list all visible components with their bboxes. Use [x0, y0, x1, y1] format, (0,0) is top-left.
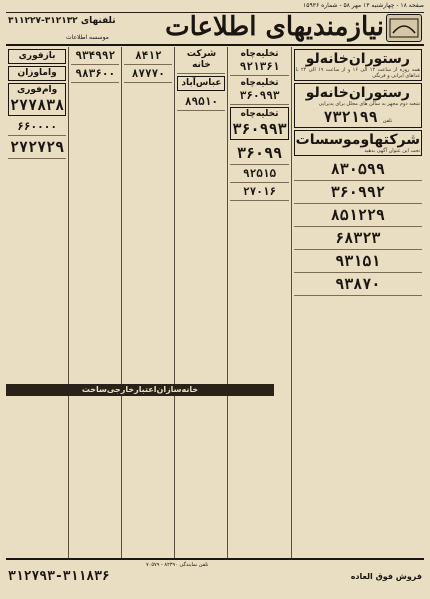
ad-text: همه روزه از ساعت ۱۲ الی ۱۶ و از ساعت ۱۹ الی ۲۴ با غذاهای ایرانی و فرنگی [295, 67, 420, 79]
column-3 [174, 47, 227, 559]
ad-listing [294, 273, 422, 296]
ad-title: تخلیه‌چاه [240, 78, 279, 88]
ad-listing [230, 76, 288, 105]
ad-title: تخلیه‌چاه [240, 49, 279, 59]
ad-listing [294, 250, 422, 273]
ad-phone: ۸۵۱۲۲۹ [330, 206, 385, 224]
ad-listing [294, 158, 422, 181]
ad-phone: ۶۶۰۰۰۰ [17, 120, 57, 133]
ad-phone: ۹۳۱۵۱ [335, 252, 381, 270]
ad-listing [230, 183, 288, 201]
ad-phone: ۳۶۰۹۹۲ [330, 183, 385, 201]
header-subtitle: موسسه اطلاعات [66, 34, 109, 41]
ad-title: رستوران‌خانه‌لو [305, 51, 410, 67]
ad-phone: ۸۹۵۱۰ [184, 95, 218, 108]
ad-listing [230, 142, 288, 165]
ad-title: تخلیه‌چاه [240, 109, 279, 119]
section-banner: خانه‌سازان‌اعتبار‌خارجی‌ساخت [6, 384, 274, 396]
ad-title: شرکتهاوموسسات [295, 132, 420, 148]
ad-listing [177, 76, 225, 91]
ad-phone: ۷۳۲۱۹۹ [323, 108, 378, 126]
ad-listing [294, 227, 422, 250]
section-title: نیازمندیهای اطلاعات [165, 12, 384, 42]
ad-phone: ۳۶۰۹۹۳ [239, 89, 280, 102]
ad-listing [230, 47, 288, 76]
ad-listing [177, 93, 225, 111]
ad-listing [8, 66, 66, 81]
ad-listing [8, 136, 66, 159]
ad-phone: ۳۶۰۹۹ [237, 144, 283, 162]
ad-listing [8, 49, 66, 64]
ad-phone: ۲۷۰۱۶ [243, 185, 277, 198]
ad-title: بازفوری [18, 51, 56, 61]
footer [6, 558, 424, 596]
ad-companies [294, 130, 422, 156]
ad-listing [294, 204, 422, 227]
ad-phone: ۸۳۰۵۹۹ [330, 160, 385, 178]
ad-title: عباس‌آباد [181, 78, 222, 88]
newspaper-logo-icon [386, 14, 422, 42]
ad-listing [294, 181, 422, 204]
ad-phone: ۲۷۷۸۳۸ [10, 96, 65, 114]
ad-phone: ۹۲۱۳۶۱ [239, 60, 280, 73]
column-4 [121, 47, 174, 559]
ad-title: شرکت خانه [186, 49, 217, 70]
ad-text: تحت این عنوان آگهی بدهید [364, 148, 420, 154]
ad-title: وام‌فوری [16, 85, 58, 95]
masthead [6, 12, 424, 46]
column-1 [291, 47, 424, 559]
ad-listing [124, 65, 172, 83]
footer-phone: ۳۱۲۷۹۳-۳۱۱۸۳۶ [8, 569, 110, 584]
ad-phone: ۹۳۸۷۰ [335, 275, 381, 293]
ad-title: رستوران‌خانه‌لو [305, 85, 410, 101]
ad-listing [8, 83, 66, 116]
ad-restaurant-2 [294, 83, 422, 128]
ad-title: واماوزان [17, 68, 57, 78]
footer-label: فروش فوق العاده [350, 572, 422, 581]
ad-phone: ۹۸۳۶۰۰ [75, 67, 116, 80]
ad-listing [8, 118, 66, 136]
ad-restaurant [294, 49, 422, 81]
ad-phone: ۲۷۲۷۲۹ [10, 138, 65, 156]
ad-listing [71, 65, 119, 83]
ad-phone: ۳۶۰۹۹۳ [232, 120, 287, 138]
column-2 [227, 47, 290, 559]
ad-text: تلفن [382, 118, 393, 124]
header-phone: تلفنهای ۳۱۲۱۳۲-۳۱۱۲۲۷ [8, 16, 116, 26]
footer-small-text: تلفن نمایندگی ۸۲۳۹۰ - ۷۰۵۷۹ [146, 562, 209, 568]
ad-listing [230, 165, 288, 183]
ad-columns [6, 47, 424, 559]
ad-text: شعبه دوم مجهز به سالن های مجلل برای پذیرایی [318, 101, 420, 107]
ad-listing [71, 47, 119, 65]
ad-listing [124, 47, 172, 65]
ad-phone: ۹۲۵۱۵ [243, 167, 277, 180]
ad-listing [230, 107, 288, 140]
ad-phone: ۸۷۷۷۰ [131, 67, 165, 80]
ad-phone: ۶۸۳۲۳ [335, 229, 381, 247]
ad-phone: ۸۴۱۲ [135, 49, 162, 62]
column-5 [68, 47, 121, 559]
page-topline: صفحه ۱۸ - چهارشنبه ۱۳ مهر ۵۸ - شماره ۱۵۹۳۶ [6, 2, 424, 13]
ad-listing [177, 47, 225, 74]
ad-phone: ۹۳۴۹۹۲ [75, 49, 116, 62]
column-6 [6, 47, 68, 559]
